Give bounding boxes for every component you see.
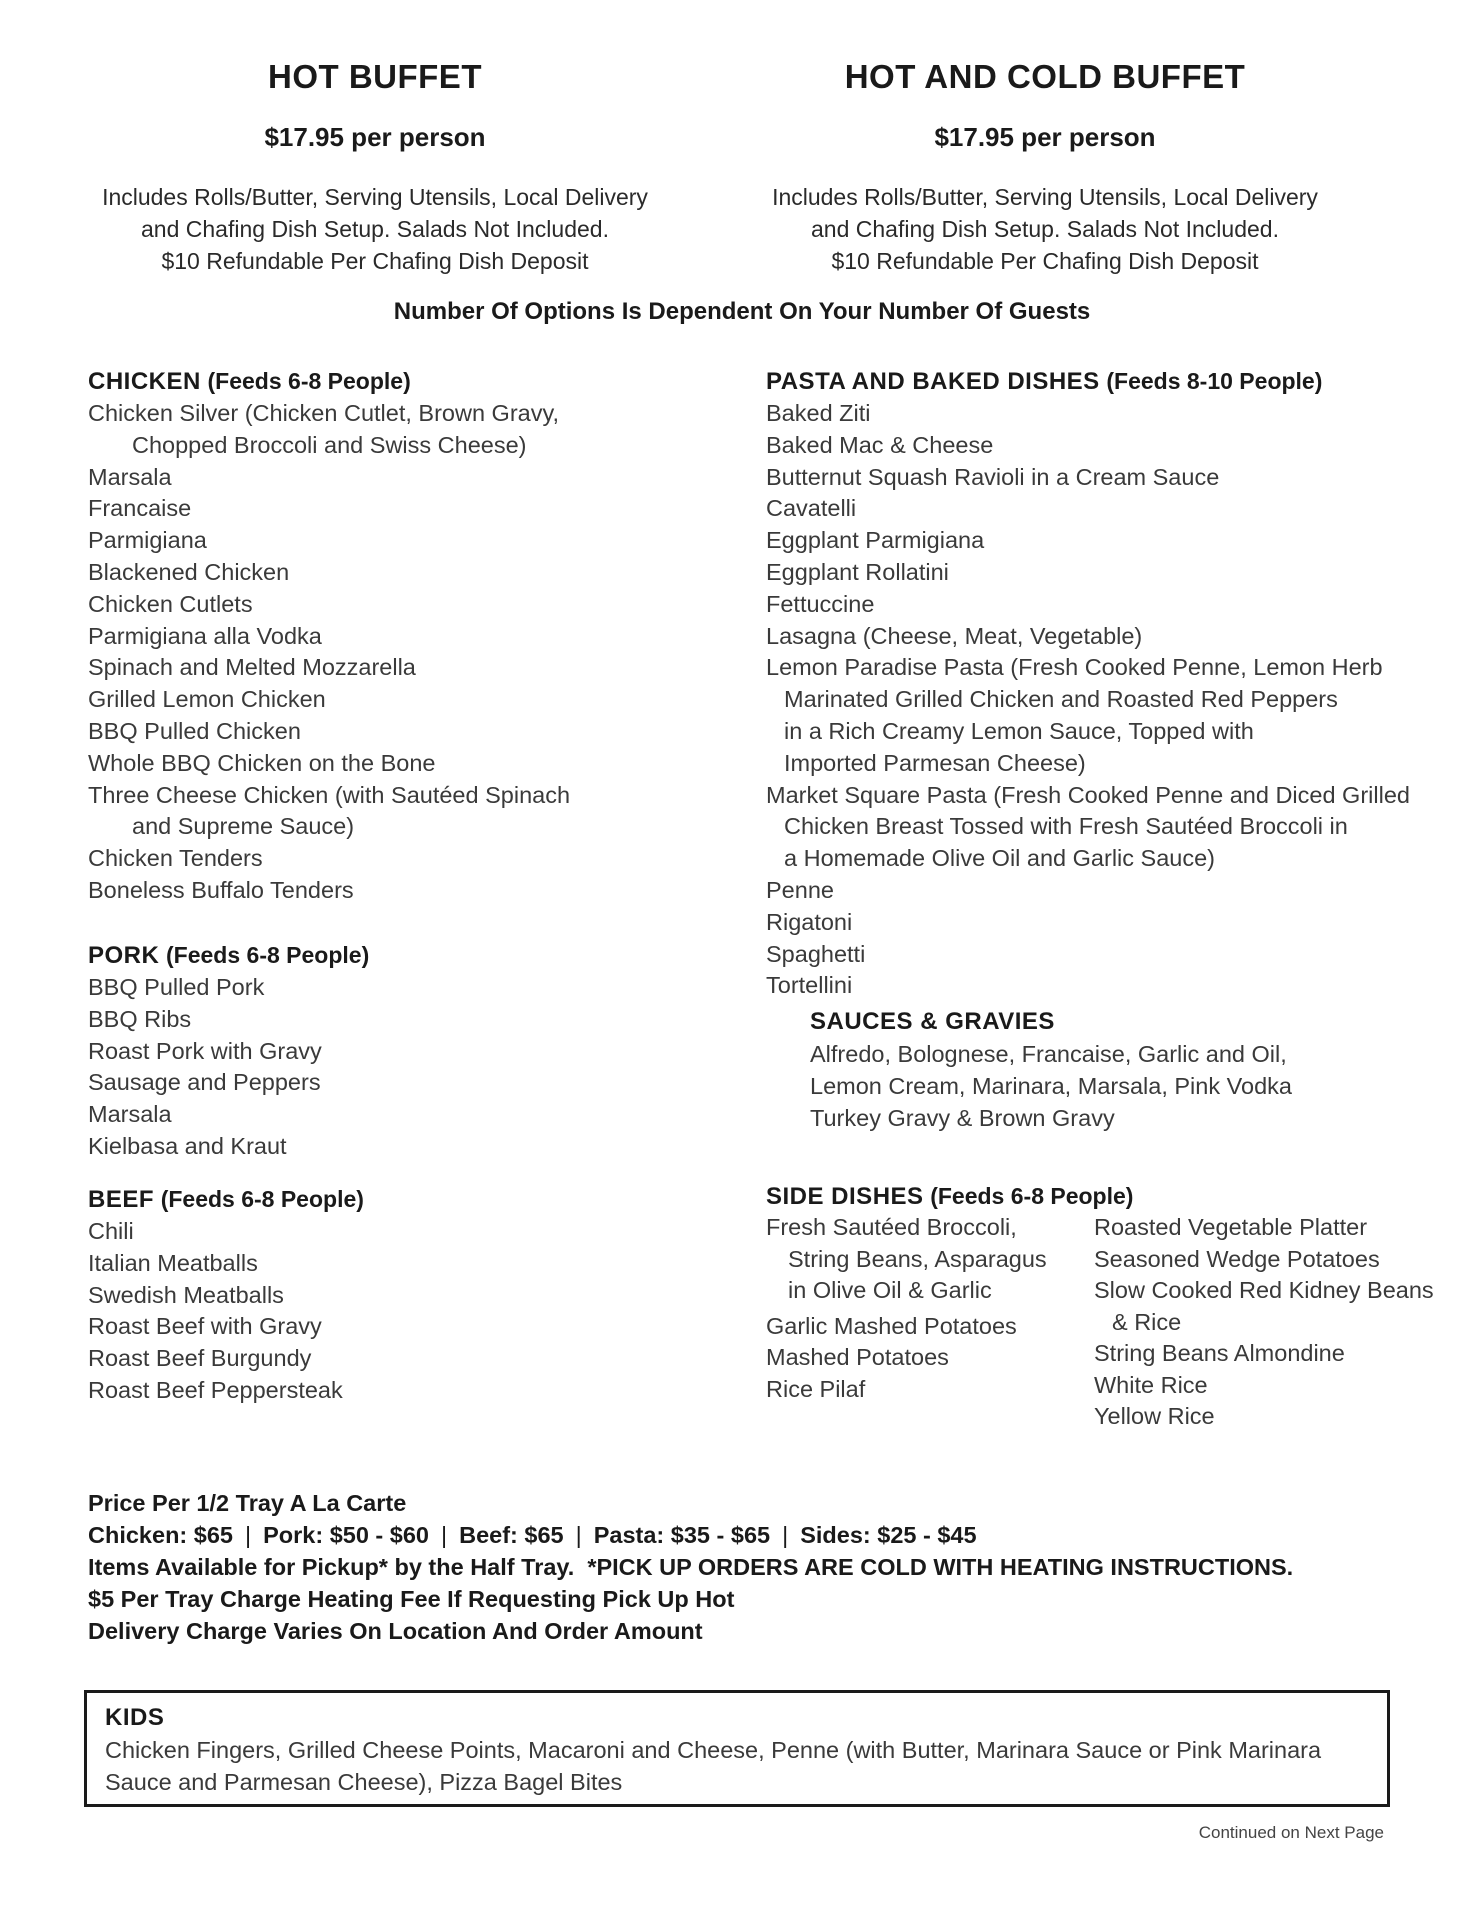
list-item: Chicken Silver (Chicken Cutlet, Brown Gravy, Chopped Broccoli and Swiss Cheese) — [88, 400, 560, 458]
list-item: Slow Cooked Red Kidney Beans & Rice — [1094, 1277, 1434, 1335]
tray-prices — [88, 1519, 1293, 1551]
section-name: BEEF — [88, 1186, 155, 1213]
beef-section — [88, 1183, 708, 1407]
section-name: SIDE DISHES — [766, 1183, 924, 1210]
kids-heading: KIDS — [105, 1704, 165, 1731]
list-item: Penne — [766, 876, 834, 903]
hot-cold-buffet-title: HOT AND COLD BUFFET — [844, 58, 1246, 95]
tray-price: Sides: $25 - $45 — [800, 1522, 977, 1548]
list-item: Grilled Lemon Chicken — [88, 686, 326, 713]
includes-line: and Chafing Dish Setup. Salads Not Included. — [141, 216, 609, 242]
separator: | — [782, 1522, 789, 1548]
list-item: Mashed Potatoes — [766, 1344, 949, 1370]
tray-price: Chicken: $65 — [88, 1522, 233, 1548]
pricing-note: Items Available for Pickup* by the Half Tray. *PICK UP ORDERS ARE COLD WITH HEATING INSTRUCTIONS. — [88, 1554, 1294, 1580]
hot-cold-buffet-price: $17.95 per person — [934, 122, 1156, 152]
list-item: Eggplant Rollatini — [766, 558, 949, 585]
beef-list — [88, 1216, 708, 1407]
hot-buffet-includes — [55, 181, 695, 277]
section-name: PORK — [88, 942, 160, 969]
list-item: Kielbasa and Kraut — [88, 1132, 287, 1159]
sauces-heading: SAUCES & GRAVIES — [810, 1008, 1055, 1035]
list-item: BBQ Pulled Chicken — [88, 717, 301, 744]
list-item: Chicken Cutlets — [88, 590, 253, 617]
chicken-section — [88, 365, 708, 907]
chicken-list — [88, 398, 708, 907]
section-feeds: (Feeds 8-10 People) — [1106, 368, 1323, 394]
hot-cold-buffet-includes — [725, 181, 1365, 277]
list-item: Sausage and Peppers — [88, 1069, 321, 1096]
section-feeds: (Feeds 6-8 People) — [930, 1183, 1134, 1209]
list-item: Seasoned Wedge Potatoes — [1094, 1245, 1380, 1272]
list-item: Parmigiana — [88, 527, 207, 554]
list-item: Roast Beef Burgundy — [88, 1345, 312, 1372]
list-item: Fettuccine — [766, 590, 875, 617]
pork-section — [88, 939, 708, 1163]
options-note: Number Of Options Is Dependent On Your Number Of Guests — [393, 298, 1091, 325]
pork-heading — [88, 939, 708, 972]
list-item: Yellow Rice — [1094, 1403, 1215, 1429]
pricing-info — [88, 1487, 1293, 1647]
list-item: Butternut Squash Ravioli in a Cream Sauce — [766, 463, 1220, 490]
chicken-heading — [88, 365, 708, 398]
list-item: Chicken Tenders — [88, 845, 263, 872]
sauce-line: Turkey Gravy & Brown Gravy — [810, 1105, 1115, 1131]
sauce-line: Alfredo, Bolognese, Francaise, Garlic and Oil, — [810, 1041, 1287, 1067]
pricing-note: Delivery Charge Varies On Location And Order Amount — [88, 1618, 703, 1644]
hot-buffet-price: $17.95 per person — [264, 122, 486, 152]
separator: | — [441, 1522, 448, 1548]
list-item: Roast Beef with Gravy — [88, 1313, 322, 1340]
includes-line: $10 Refundable Per Chafing Dish Deposit — [161, 248, 589, 274]
tray-price: Pasta: $35 - $65 — [593, 1522, 771, 1548]
list-item: Boneless Buffalo Tenders — [88, 876, 354, 903]
hot-buffet-title: HOT BUFFET — [268, 58, 482, 95]
list-item: Spinach and Melted Mozzarella — [88, 654, 416, 681]
separator: | — [575, 1522, 582, 1548]
includes-line: $10 Refundable Per Chafing Dish Deposit — [831, 248, 1259, 274]
tray-price: Beef: $65 — [459, 1522, 564, 1548]
section-feeds: (Feeds 6-8 People) — [207, 368, 411, 394]
list-item: Whole BBQ Chicken on the Bone — [88, 749, 436, 776]
section-feeds: (Feeds 6-8 People) — [160, 1186, 364, 1212]
list-item: Cavatelli — [766, 495, 857, 522]
kids-box — [84, 1690, 1390, 1807]
kids-items — [105, 1734, 1369, 1798]
sides-column-2 — [1094, 1212, 1434, 1433]
list-item: Garlic Mashed Potatoes — [766, 1312, 1017, 1339]
includes-line: Includes Rolls/Butter, Serving Utensils, Local Delivery — [772, 184, 1318, 210]
list-item: Roasted Vegetable Platter — [1094, 1214, 1368, 1240]
list-item: White Rice — [1094, 1371, 1208, 1398]
list-item: Eggplant Parmigiana — [766, 527, 985, 554]
section-feeds: (Feeds 6-8 People) — [166, 942, 370, 968]
list-item: Swedish Meatballs — [88, 1281, 284, 1308]
list-item: Lasagna (Cheese, Meat, Vegetable) — [766, 622, 1143, 649]
includes-line: and Chafing Dish Setup. Salads Not Included. — [811, 216, 1279, 242]
pricing-note: $5 Per Tray Charge Heating Fee If Requesting Pick Up Hot — [88, 1586, 735, 1612]
hot-cold-buffet-header — [725, 58, 1365, 277]
list-item: Blackened Chicken — [88, 558, 290, 585]
continued-note: Continued on Next Page — [1198, 1823, 1384, 1842]
sauces-list — [810, 1038, 1410, 1134]
list-item: Francaise — [88, 495, 192, 522]
sides-column-1 — [766, 1212, 1047, 1405]
pasta-section — [766, 365, 1456, 1002]
list-item: String Beans Almondine — [1094, 1340, 1345, 1366]
pricing-header: Price Per 1/2 Tray A La Carte — [88, 1490, 407, 1516]
sides-list — [1094, 1212, 1434, 1433]
list-item: Fresh Sautéed Broccoli, String Beans, Asparagus in Olive Oil & Garlic — [766, 1214, 1047, 1303]
list-item: Marsala — [88, 1101, 172, 1128]
list-item: Roast Beef Peppersteak — [88, 1376, 343, 1403]
list-item: Three Cheese Chicken (with Sautéed Spinach and Supreme Sauce) — [88, 781, 571, 840]
list-item: Roast Pork with Gravy — [88, 1037, 322, 1064]
list-item: Parmigiana alla Vodka — [88, 622, 322, 649]
list-item: BBQ Pulled Pork — [88, 974, 265, 1000]
sauce-line: Lemon Cream, Marinara, Marsala, Pink Vodka — [810, 1073, 1292, 1099]
tray-price: Pork: $50 - $60 — [263, 1522, 429, 1548]
section-name: PASTA AND BAKED DISHES — [766, 368, 1100, 395]
sides-section — [766, 1180, 1456, 1213]
pasta-list — [766, 398, 1456, 1002]
kids-line: Chicken Fingers, Grilled Cheese Points, Macaroni and Cheese, Penne (with Butter, Marinara Sauce or Pink Marinara — [105, 1737, 1322, 1763]
list-item: Tortellini — [766, 972, 853, 999]
section-name: CHICKEN — [88, 368, 201, 395]
kids-line: Sauce and Parmesan Cheese), Pizza Bagel Bites — [105, 1769, 623, 1795]
sides-heading — [766, 1180, 1456, 1213]
list-item: Marsala — [88, 463, 172, 490]
list-item: BBQ Ribs — [88, 1005, 192, 1032]
list-item: Market Square Pasta (Fresh Cooked Penne and Diced Grilled Chicken Breast Tossed with Fresh Sautéed Broccoli in a Homemade Olive Oil and Garlic Sauce) — [766, 781, 1410, 872]
list-item: Baked Mac & Cheese — [766, 431, 994, 458]
list-item: Italian Meatballs — [88, 1249, 258, 1276]
pasta-heading — [766, 365, 1456, 398]
beef-heading — [88, 1183, 708, 1216]
list-item: Spaghetti — [766, 940, 866, 967]
list-item: Rigatoni — [766, 908, 853, 935]
separator: | — [244, 1522, 252, 1548]
list-item: Lemon Paradise Pasta (Fresh Cooked Penne, Lemon Herb Marinated Grilled Chicken and Roasted Red Peppers in a Rich Creamy Lemon Sauce, Topped with Imported Parmesan Cheese) — [766, 654, 1383, 776]
list-item: Rice Pilaf — [766, 1375, 866, 1402]
sauces-section — [810, 1006, 1410, 1134]
includes-line: Includes Rolls/Butter, Serving Utensils, Local Delivery — [102, 184, 648, 210]
hot-buffet-header — [55, 58, 695, 277]
list-item: Chili — [88, 1218, 134, 1244]
sides-list — [766, 1212, 1047, 1405]
pork-list — [88, 972, 708, 1163]
list-item: Baked Ziti — [766, 400, 871, 426]
